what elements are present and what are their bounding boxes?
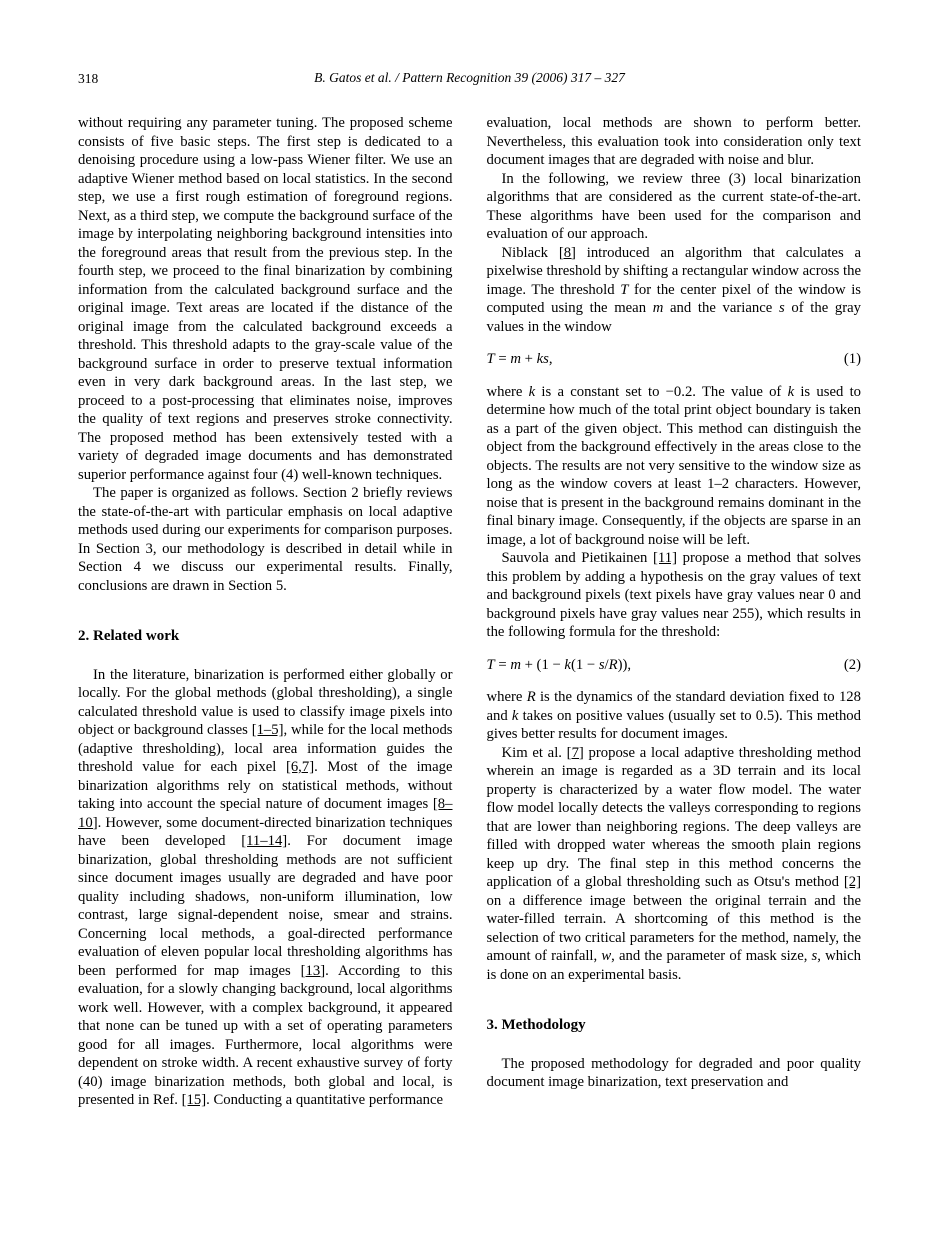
text-run: is used to determine how much of the total print object boundary is taken as a part of the given object. This method can distinguish the object from the background effectively in the areas close to the objects. The results are not very sensitive to the window size as long as the window covers at least 1–2 characters. However, noise that is present in the background remains dominant in the final binary image. Consequently, if the objects are sparse in an image, a lot of background noise will be left. <box>486 383 861 548</box>
citation-link[interactable]: [2] <box>843 874 861 890</box>
equation <box>487 350 862 369</box>
text-run: The paper is organized as follows. Section 2 briefly reviews the state-of-the-art with particular emphasis on local adaptive methods used during our experiments for comparison purposes. In Section 3, our methodology is described in detail while in Section 4 we discuss our experimental results. Finally, conclusions are drawn in Section 5. <box>78 485 453 594</box>
text-run: The proposed methodology for degraded and poor quality document image binarization, text preservation and <box>486 1055 861 1090</box>
text-run: propose a local adaptive thresholding method wherein an image is regarded as a 3D terrain and its local property is characterized by a water flow model. The water flow model locally detects the valleys corresponding to regions that are lower than neighboring regions. The deep valleys are filled with dropped water whereas the smooth plain regions keep up dry. The final step in this method concerns the application of a global thresholding such as Otsu's method <box>486 744 861 890</box>
math-variable: k <box>564 656 571 673</box>
left-column <box>78 114 453 1110</box>
text-run: , and the parameter of mask size, <box>611 948 812 964</box>
text-run: . Most of the image binarization algorithms rely on statistical methods, without taking into account the special nature of document images <box>78 759 453 812</box>
paragraph <box>78 484 453 595</box>
text-run: for the center pixel of the window is computed using the mean <box>486 281 861 316</box>
math-variable: w <box>601 948 612 964</box>
math-variable: m <box>510 656 521 673</box>
citation-link[interactable]: [8] <box>558 244 576 261</box>
citation-link[interactable]: [15] <box>181 1092 207 1108</box>
citation-link[interactable]: [11] <box>653 550 677 566</box>
text-run: . According to this evaluation, for a slowly changing background, local algorithms work well. However, with a complex background, it appeared that none can be tuned up with a set of operating parameters good for all images. Furthermore, local algorithms were dependent on stroke width. A recent exhaustive survey of forty (40) image binarization methods, both global and local, is presented in Ref. <box>78 962 453 1108</box>
citation-link[interactable]: [13] <box>300 962 326 979</box>
math-variable: T <box>486 656 495 673</box>
text-run: + <box>520 351 537 367</box>
math-variable: k <box>528 383 536 400</box>
text-run: = <box>494 351 511 367</box>
text-run: , <box>548 351 553 367</box>
text-run: introduced an algorithm that calculates a pixelwise threshold by shifting a rectangular window across the image. The threshold <box>486 244 861 298</box>
equation-number: (2) <box>843 656 861 673</box>
math-variable: k <box>511 707 519 724</box>
text-run: is a constant set to −0.2. The value of <box>535 383 788 400</box>
text-run: In the following, we review three (3) local binarization algorithms that are considered as the current state-of-the-art. These algorithms have been used for the comparison and evaluation of our approach. <box>486 170 861 242</box>
page-number: 318 <box>78 71 99 86</box>
text-run: In the literature, binarization is performed either globally or locally. For the global methods (global thresholding), a single calculated threshold value is used to classify image pixels into object or background classes <box>78 666 453 738</box>
text-run: , which is done on an experimental basis. <box>486 948 861 983</box>
math-variable: m <box>510 351 521 367</box>
citation-link[interactable]: [1–5] <box>251 722 284 738</box>
citation-link[interactable]: [7] <box>566 744 584 761</box>
text-run: . However, some document-directed binarization techniques have been developed <box>78 814 453 849</box>
paragraph <box>78 666 453 1110</box>
text-run: takes on positive values (usually set to 0.5). This method gives better results for document images. <box>486 707 861 742</box>
text-run: = <box>494 656 511 673</box>
article-body <box>78 114 861 1110</box>
text-run: of the gray values in the window <box>486 300 862 335</box>
paragraph <box>487 549 862 642</box>
text-run: (1 − <box>570 656 599 673</box>
math-variable: ks <box>536 351 549 367</box>
math-variable: s <box>598 656 605 673</box>
text-run: Sauvola and Pietikainen <box>501 550 654 566</box>
text-run: and the variance <box>663 300 779 316</box>
text-run: . For document image binarization, global thresholding methods are not sufficient since document images usually are degraded and have poor quality including shadows, non-uniform illumination, low contrast, large signal-dependent noise, smear and strains. Concerning local methods, a goal-directed performance evaluation of eleven popular local thresholding algorithms has been performed for map images <box>78 833 453 979</box>
text-run: Kim et al. <box>501 744 567 761</box>
paragraph <box>487 114 862 170</box>
math-variable: m <box>652 300 664 316</box>
paragraph <box>487 244 862 337</box>
paragraph <box>487 1055 862 1092</box>
right-column <box>487 114 862 1110</box>
paragraph <box>487 744 862 985</box>
text-run: evaluation, local methods are shown to perform better. Nevertheless, this evaluation took into consideration only text document images that are degraded with noise and blur. <box>486 115 861 168</box>
text-run: , while for the local methods (adaptive thresholding), local area information guides the threshold value for each pixel <box>78 722 453 775</box>
text-run: on a difference image between the original terrain and the water-filled terrain. A shortcoming of this method is the selection of two critical parameters for the method, namely, the amount of rainfall, <box>486 892 861 964</box>
text-run: where <box>486 383 529 400</box>
paragraph <box>487 170 862 244</box>
math-variable: T <box>486 351 495 367</box>
text-run: + (1 − <box>520 656 565 673</box>
text-run: Niblack <box>501 244 559 261</box>
citation-link[interactable]: [11–14] <box>241 833 288 849</box>
paragraph <box>78 114 453 484</box>
equation <box>487 656 862 675</box>
equation-number: (1) <box>843 351 861 367</box>
text-run: propose a method that solves this problem by adding a hypothesis on the gray values of text and background pixels (text pixels have gray values near 0 and background pixels have gray values near 255), which results in the following formula for the threshold: <box>486 550 861 640</box>
math-variable: s <box>778 300 785 316</box>
citation-link[interactable]: [6,7] <box>285 759 315 775</box>
math-variable: k <box>787 383 795 400</box>
page-header <box>78 70 861 90</box>
math-variable: s <box>811 948 818 964</box>
text-run: without requiring any parameter tuning. The proposed scheme consists of five basic steps. The first step is dedicated to a denoising procedure using a low-pass Wiener filter. We use an adaptive Wiener method based on local statistics. In the second step, we use a first rough estimation of foreground regions. Next, as a third step, we compute the background surface of the image by interpolating neighboring background intensities into the foreground areas that result from the previous step. In the fourth step, we proceed to the final binarization by combining information from the calculated background surface and the original image. Text areas are located if the distance of the original image from the calculated background exceeds a threshold. This threshold adapts to the gray-scale value of the background surface in order to preserve textual information even in very dark background areas. In the last step, we proceed to a post-processing that eliminates noise, improves the quality of text regions and preserves stroke connectivity. The proposed method has been extensively tested with a variety of degraded image documents and has demonstrated superior performance against four (4) well-known techniques. <box>78 115 453 483</box>
equation-body <box>487 656 632 675</box>
text-run: / <box>604 656 609 673</box>
text-run: is the dynamics of the standard deviation fixed to 128 and <box>486 689 861 724</box>
math-variable: R <box>608 656 618 673</box>
math-variable: R <box>526 689 536 705</box>
text-run: )), <box>617 656 632 673</box>
paragraph <box>487 383 862 550</box>
text-run: where <box>486 689 527 705</box>
citation-link[interactable]: [8–10] <box>78 796 453 831</box>
running-title: B. Gatos et al. / Pattern Recognition 39 (2006) 317 – 327 <box>314 70 625 85</box>
equation-body <box>487 350 553 369</box>
paragraph <box>487 688 862 744</box>
section-heading: 2. Related work <box>78 628 180 644</box>
section-heading: 3. Methodology <box>486 1017 586 1033</box>
text-run: . Conducting a quantitative performance <box>206 1092 444 1108</box>
math-variable: T <box>620 281 629 298</box>
